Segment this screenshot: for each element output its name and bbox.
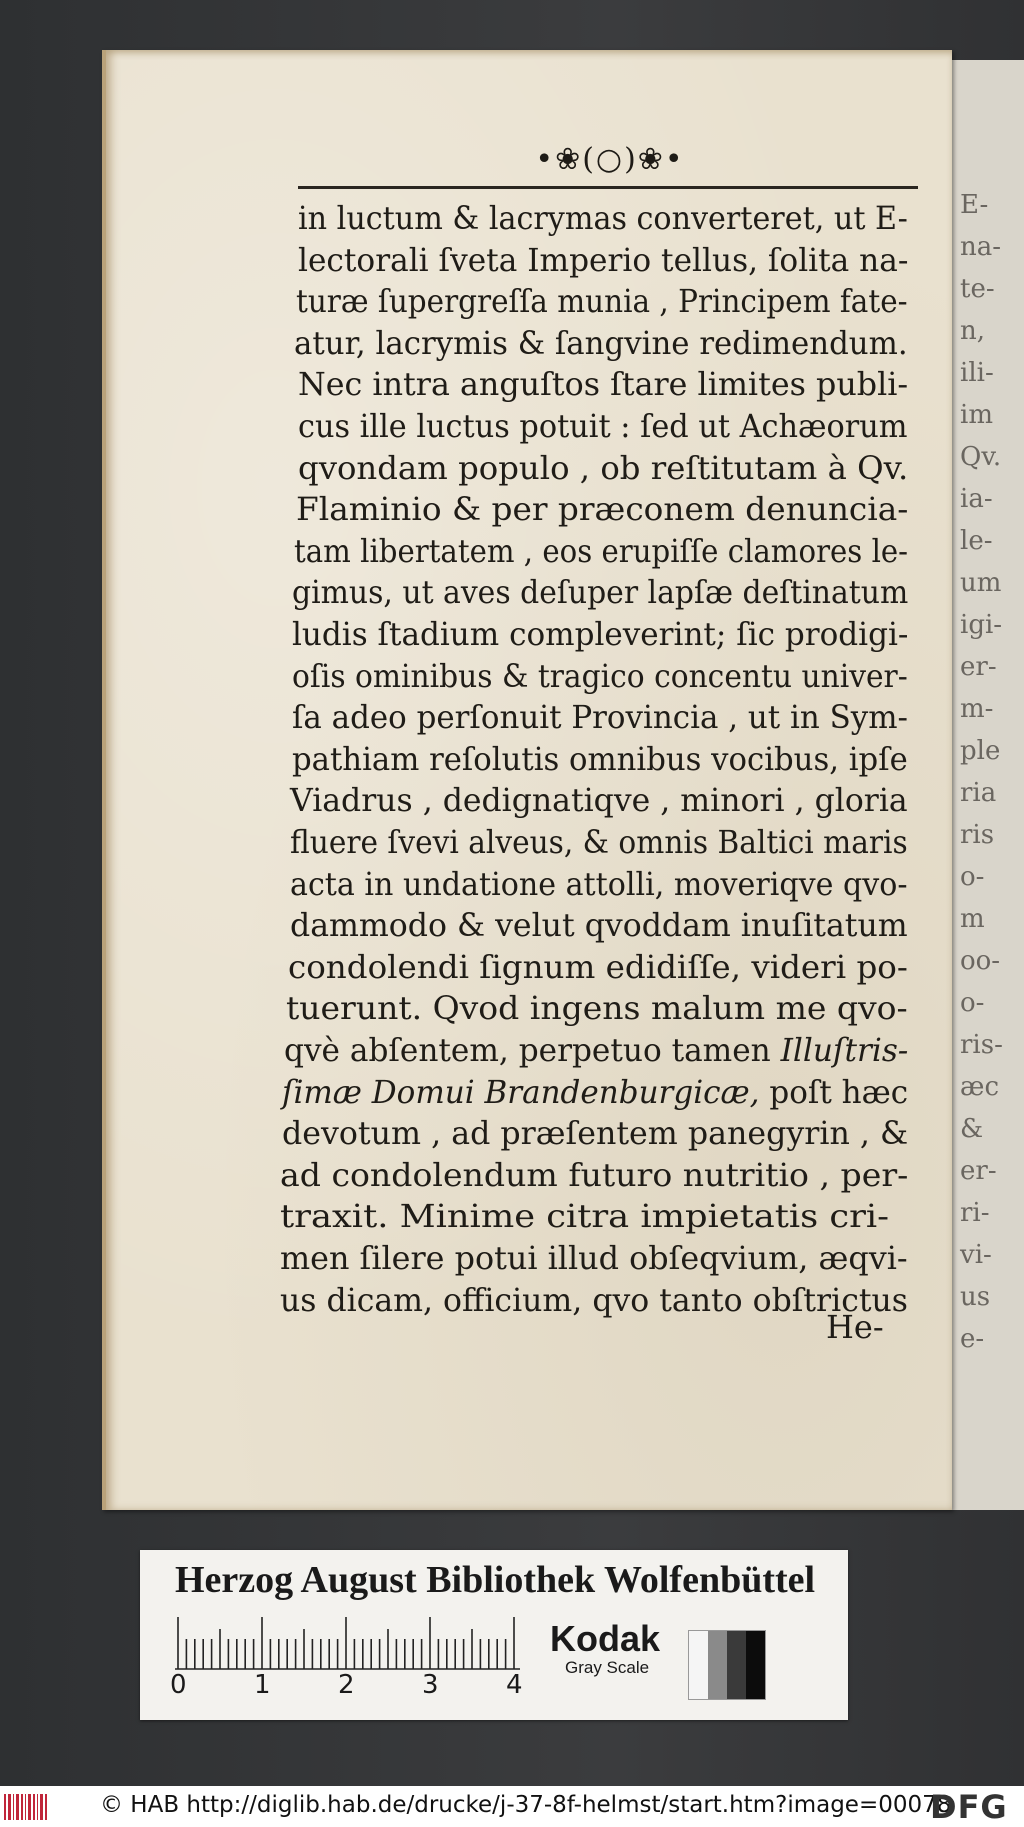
text-line: [292, 697, 908, 737]
adjacent-page-fragment: E-: [960, 190, 989, 220]
scale-number: 1: [254, 1670, 271, 1700]
text-span: tam libertatem , eos erupiſſe clamores le-: [294, 531, 909, 570]
italic-span: Illuſtris-: [780, 1031, 909, 1069]
adjacent-page-edge: [948, 60, 1024, 1510]
scale-number: 3: [422, 1670, 439, 1700]
adjacent-page-fragment: ris: [960, 820, 995, 850]
adjacent-page-fragment: le-: [960, 526, 993, 556]
adjacent-page-fragment: te-: [960, 274, 995, 304]
header-rule: [298, 186, 918, 189]
adjacent-page-fragment: na-: [960, 232, 1002, 262]
text-line: [280, 1280, 908, 1320]
text-line: [294, 531, 908, 571]
text-span: atur, lacrymis & ſangvine redimendum.: [294, 323, 908, 362]
text-line: [288, 947, 908, 987]
text-span: men ſilere potui illud obſeqvium, æqvi-: [280, 1239, 908, 1277]
text-span: acta in undatione attolli, moveriqve qvo-: [290, 864, 908, 903]
text-span: ſa adeo perſonuit Provincia , ut in Sym-: [292, 698, 908, 737]
adjacent-page-fragment: ri-: [960, 1198, 990, 1228]
adjacent-page-fragment: um: [960, 568, 1002, 598]
text-span: in luctum & lacrymas converteret, ut E-: [298, 199, 908, 237]
text-span: dammodo & velut qvoddam inuſitatum: [290, 906, 908, 945]
adjacent-page-fragment: ili-: [960, 358, 994, 388]
text-line: [298, 448, 908, 488]
text-span: oſis ominibus & tragico concentu univer-: [292, 656, 908, 695]
text-span: devotum , ad præſentem panegyrin , &: [282, 1114, 909, 1153]
catchword: He-: [826, 1308, 884, 1346]
adjacent-page-fragment: m-: [960, 694, 994, 724]
text-line: [292, 572, 908, 612]
text-line: [290, 822, 908, 862]
ruler-scale: [175, 1614, 520, 1670]
text-span: cus ille luctus potuit : ſed ut Achæorum: [298, 407, 908, 445]
text-span: Nec intra anguſtos ſtare limites publi-: [298, 365, 909, 404]
text-span: turæ ſupergreſſa munia , Principem fate-: [296, 282, 908, 321]
library-name: Herzog August Bibliothek Wolfenbüttel: [175, 1559, 816, 1601]
scale-number: 2: [338, 1670, 355, 1700]
text-line: [280, 1196, 889, 1236]
kodak-logo: Kodak: [550, 1618, 661, 1659]
adjacent-page-fragment: m: [960, 904, 985, 934]
text-span: pathiam reſolutis omnibus vocibus, ipſe: [292, 739, 908, 778]
gray-swatch: [688, 1630, 766, 1700]
adjacent-page-fragment: ria: [960, 778, 997, 808]
source-link[interactable]: © HAB http://diglib.hab.de/drucke/j-37-8f-helmst/start.htm?image=00078: [100, 1792, 952, 1818]
adjacent-page-fragment: us: [960, 1282, 991, 1312]
text-span: gimus, ut aves deſuper lapſæ deſtinatum: [292, 573, 909, 612]
text-span: Viadrus , dedignatiqve , minori , gloria: [290, 781, 908, 820]
adjacent-page-fragment: im: [960, 400, 993, 430]
color-reference-card: [140, 1550, 848, 1720]
text-span: qvè abſentem, perpetuo tamen: [284, 1031, 781, 1069]
adjacent-page-fragment: o-: [960, 988, 985, 1018]
text-line: [280, 1155, 908, 1195]
text-span: ad condolendum futuro nutritio , per-: [280, 1155, 909, 1194]
dfg-logo: DFG: [930, 1788, 1008, 1826]
adjacent-page-fragment: er-: [960, 1156, 997, 1186]
text-line: [296, 281, 908, 321]
adjacent-page-fragment: n,: [960, 316, 986, 346]
text-span: qvondam populo , ob reſtitutam à Qv.: [298, 448, 909, 487]
text-span: us dicam, officium, qvo tanto obſtrictus: [280, 1280, 908, 1319]
barcode-icon: [4, 1794, 48, 1820]
adjacent-page-fragment: ris-: [960, 1030, 1003, 1060]
text-line: [290, 905, 908, 945]
adjacent-page-fragment: igi-: [960, 610, 1003, 640]
text-line: [286, 988, 908, 1028]
text-line: [282, 1072, 908, 1112]
scale-number: 0: [170, 1670, 187, 1700]
text-line: [296, 489, 908, 529]
adjacent-page-fragment: Qv.: [960, 442, 1002, 472]
text-span: fluere ſvevi alveus, & omnis Baltici maris: [290, 823, 908, 861]
text-span: condolendi ſignum edidiſſe, videri po-: [288, 947, 908, 986]
viewer-footer: [0, 1786, 1024, 1827]
adjacent-page-fragment: vi-: [960, 1240, 992, 1270]
text-span: tuerunt. Qvod ingens malum me qvo-: [286, 989, 908, 1028]
italic-span: ſimæ Domui Brandenburgicæ,: [282, 1072, 760, 1111]
text-line: [292, 614, 908, 654]
text-line: [280, 1238, 908, 1278]
gray-scale-label: Gray Scale: [565, 1658, 650, 1677]
text-line: [298, 406, 908, 446]
text-line: [294, 323, 908, 363]
text-span: lectorali ſveta Imperio tellus, ſolita na-: [298, 240, 909, 279]
text-line: [298, 364, 908, 404]
text-line: [284, 1030, 908, 1070]
adjacent-page-fragment: er-: [960, 652, 997, 682]
text-line: [282, 1113, 908, 1153]
text-line: [290, 864, 908, 904]
text-line: [298, 198, 908, 238]
text-span: poſt hæc: [759, 1072, 909, 1111]
text-line: [290, 780, 908, 820]
text-span: Flaminio & per præconem denuncia-: [296, 490, 909, 529]
text-span: traxit. Minime citra impietatis cri-: [280, 1197, 890, 1236]
text-span: ludis ſtadium compleverint; ſic prodigi-: [292, 615, 909, 653]
adjacent-page-fragment: e-: [960, 1324, 985, 1354]
adjacent-page-fragment: &: [960, 1114, 984, 1144]
header-ornament: •❀(○)❀•: [535, 142, 685, 177]
adjacent-page-fragment: o-: [960, 862, 985, 892]
adjacent-page-fragment: ple: [960, 736, 1001, 766]
text-line: [292, 739, 908, 779]
adjacent-page-fragment: ia-: [960, 484, 993, 514]
scale-number: 4: [506, 1670, 523, 1700]
text-line: [292, 656, 908, 696]
adjacent-page-fragment: oo-: [960, 946, 1001, 976]
text-line: [298, 240, 908, 280]
adjacent-page-fragment: æc: [960, 1072, 999, 1102]
